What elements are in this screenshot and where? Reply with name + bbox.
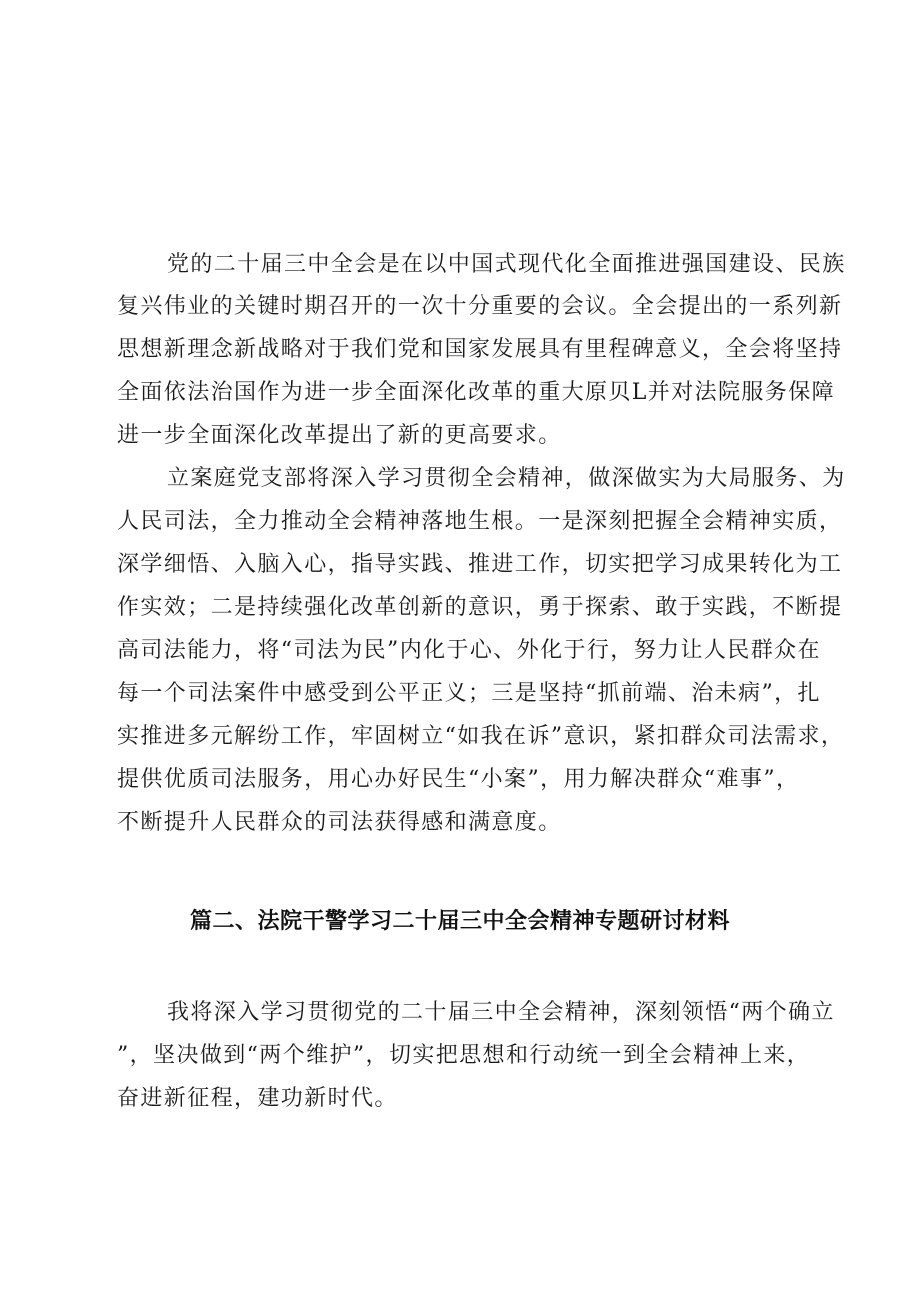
paragraph-line: 立案庭党支部将深入学习贯彻全会精神，做深做实为大局服务、为 — [167, 466, 846, 491]
paragraph-line: 我将深入学习贯彻党的二十届三中全会精神，深刻领悟“两个确立 — [167, 1000, 835, 1025]
paragraph-line: 复兴伟业的关键时期召开的一次十分重要的会议。全会提出的一系列新 — [117, 294, 843, 319]
paragraph-line: 深学细悟、入脑入心，指导实践、推进工作，切实把学习成果转化为工 — [117, 552, 843, 577]
paragraph-line: 实推进多元解纷工作，牢固树立“如我在诉”意识，紧扣群众司法需求， — [117, 724, 845, 749]
paragraph-line: 高司法能力，将“司法为民”内化于心、外化于行，努力让人民群众在 — [117, 638, 821, 663]
paragraph-line: 党的二十届三中全会是在以中国式现代化全面推进强国建设、民族 — [167, 252, 846, 277]
section-heading: 篇二、法院干警学习二十届三中全会精神专题研讨材料 — [189, 909, 730, 934]
paragraph-line: 全面依法治国作为进一步全面深化改革的重大原贝L并对法院服务保障 — [117, 380, 836, 405]
paragraph-line: 提供优质司法服务，用心办好民生“小案”，用力解决群众“难事”， — [117, 767, 800, 792]
paragraph-line: 作实效；二是持续强化改革创新的意识，勇于探索、敢于实践，不断提 — [117, 595, 843, 620]
paragraph-line: 每一个司法案件中感受到公平正义；三是坚持“抓前端、治未病”，扎 — [117, 681, 821, 706]
paragraph-line: 人民司法，全力推动全会精神落地生根。一是深刻把握全会精神实质， — [117, 509, 843, 534]
paragraph-line: 思想新理念新战略对于我们党和国家发展具有里程碑意义，全会将坚持 — [117, 337, 843, 362]
paragraph-line: 进一步全面深化改革提出了新的更高要求。 — [117, 423, 562, 448]
paragraph-line: 不断提升人民群众的司法获得感和满意度。 — [117, 810, 562, 835]
paragraph-line: ”，坚决做到“两个维护”，切实把思想和行动统一到全会精神上来， — [117, 1043, 811, 1068]
paragraph-line: 奋进新征程，建功新时代。 — [117, 1086, 398, 1111]
